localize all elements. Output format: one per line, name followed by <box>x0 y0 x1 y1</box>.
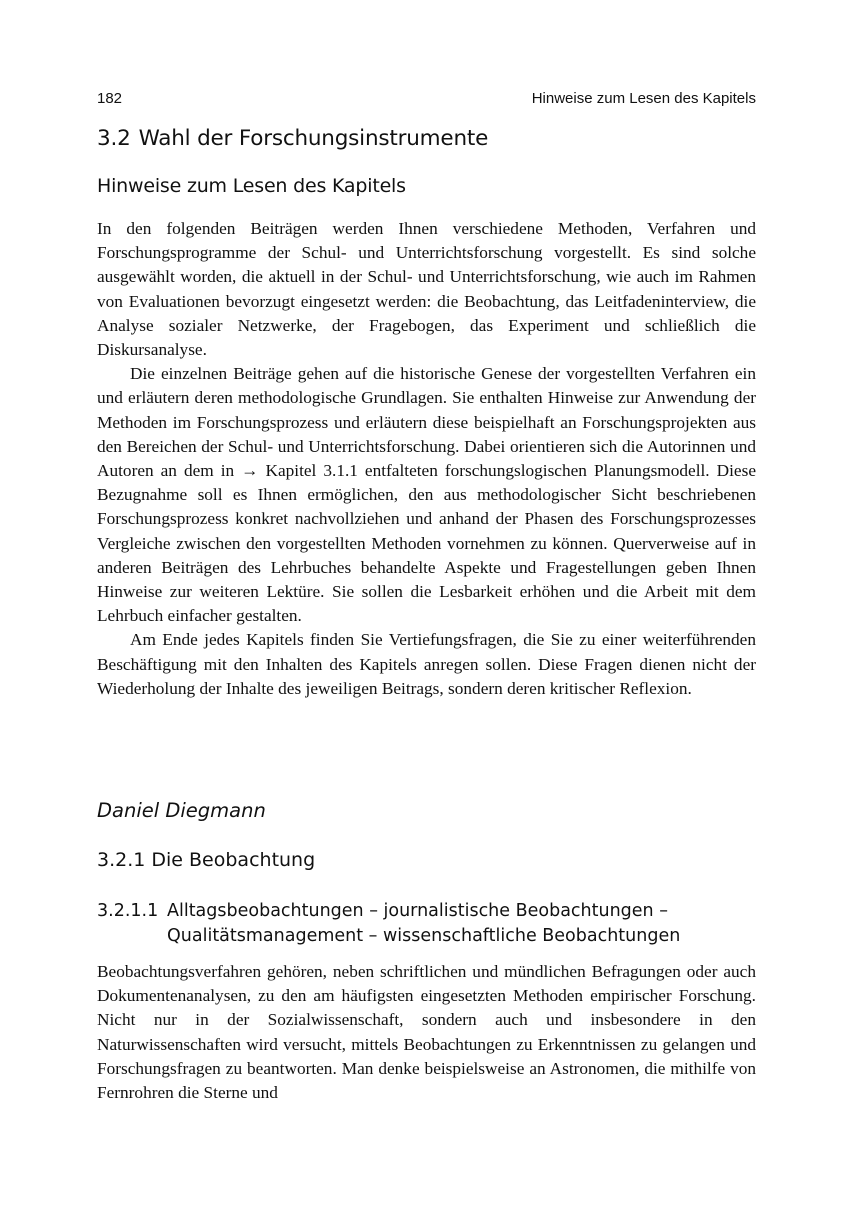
section-title <box>97 124 488 154</box>
body-text <box>97 960 756 1105</box>
section-heading <box>97 899 756 949</box>
subsection-title: Hinweise zum Lesen des Kapitels <box>97 175 406 197</box>
intro-paragraph-1: In den folgenden Beiträgen werden Ihnen verschiedene Methoden, Verfahren und Forschungsprogramme der Schul- und Unterrichtsforschung vorgestellt. Es sind solche ausgewählt worden, die aktuell in der Schul- und Unterrichtsforschung, wie auch im Rahmen von Evaluationen bevorzugt eingesetzt werden: die Beobachtung, das Leitfadeninterview, die Analyse sozialer Netzwerke, der Fragebogen, das Experiment und schließlich die Diskursanalyse. <box>97 219 756 360</box>
section-title-text: Wahl der Forschungsinstrumente <box>138 126 489 151</box>
intro-paragraph-2: Die einzelnen Beiträge gehen auf die historische Genese der vorgestellten Verfahren ein und erläutern deren methodologische Grundlagen. Sie enthalten Hinweise zur Anwendung der Methoden im Forschungsprozess und erläutern diese beispielhaft an Forschungsprojekten aus den Bereichen der Schul- und Unterrichtsforschung. Dabei orientieren sich die Autorinnen und Autoren an dem in → Kapitel 3.1.1 entfalteten forschungslogischen Planungsmodell. Diese Bezugnahme soll es Ihnen ermöglichen, den aus methodologischer Sicht beschriebenen Forschungsprozess konkret nachvollziehen und anhand der Phasen des Forschungsprozesses Vergleiche zwischen den vorgestellten Methoden vornehmen zu können. Querverweise auf in anderen Beiträgen des Lehrbuches behandelte Aspekte und Fragestellungen geben Ihnen Hinweise zur weiteren Lektüre. Sie sollen die Lesbarkeit erhöhen und die Arbeit mit dem Lehrbuch einfacher gestalten. <box>97 364 756 626</box>
running-head <box>97 90 756 108</box>
section-heading-line-1: Alltagsbeobachtungen – journalistische Beobachtungen – <box>167 901 668 921</box>
intro-paragraph-3: Am Ende jedes Kapitels finden Sie Vertiefungsfragen, die Sie zu einer weiterführenden Beschäftigung mit den Inhalten des Kapitels anregen sollen. Diese Fragen dienen nicht der Wiederholung der Inhalte des jeweiligen Beitrags, sondern deren kritischer Reflexion. <box>97 630 756 698</box>
section-number: 3.2 <box>97 126 131 151</box>
running-head-title: Hinweise zum Lesen des Kapitels <box>531 90 756 107</box>
page-number: 182 <box>97 90 123 107</box>
chapter-heading: 3.2.1 Die Beobachtung <box>97 849 316 871</box>
author-name: Daniel Diegmann <box>97 799 266 822</box>
intro-text <box>97 217 756 701</box>
body-paragraph: Beobachtungsverfahren gehören, neben schriftlichen und mündlichen Befragungen oder auch Dokumentenanalysen, zu den am häufigsten eingesetzten Methoden empirischer Forschung. Nicht nur in der Sozialwissenschaft, sondern auch und insbesondere in den Naturwissenschaften wird versucht, mittels Beobachtungen zu Erkenntnissen zu gelangen und Forschungsfragen zu beantworten. Man denke beispielsweise an Astronomen, die mithilfe von Fernrohren die Sterne und <box>97 962 756 1103</box>
section-heading-line-2: Qualitätsmanagement – wissenschaftliche Beobachtungen <box>167 926 681 946</box>
section-heading-number: 3.2.1.1 <box>97 901 159 921</box>
